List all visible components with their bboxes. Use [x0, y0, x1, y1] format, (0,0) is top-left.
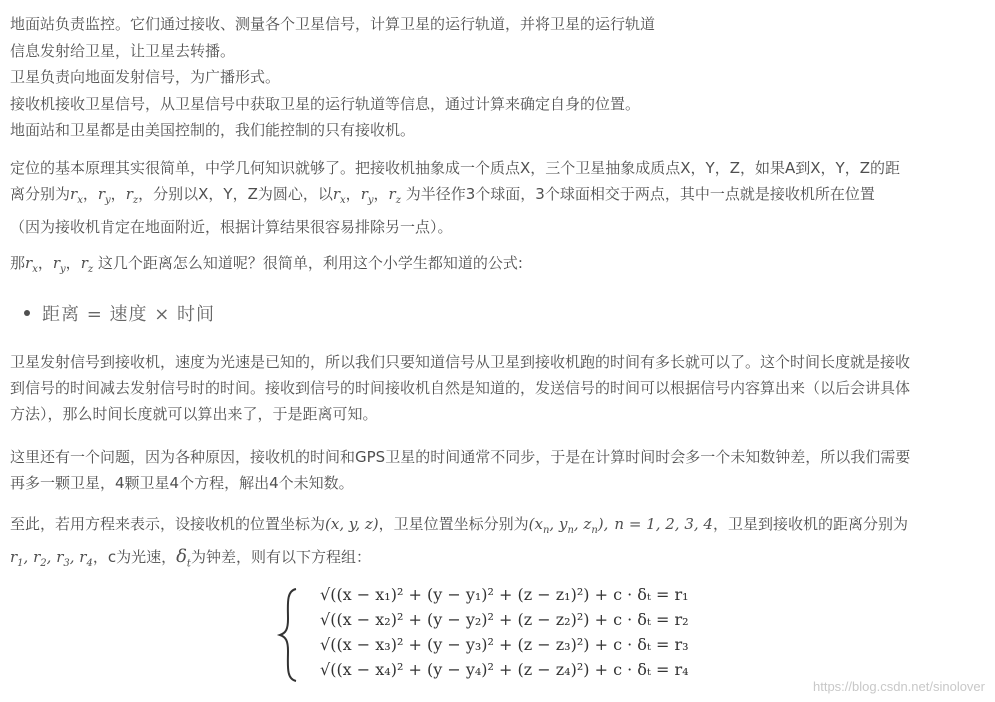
intro-line: 信息发射给卫星，让卫星去转播。: [10, 41, 236, 60]
math-rx: $r_x$: [70, 185, 83, 206]
math-ry: $r_y$: [360, 185, 374, 206]
paragraph-line: 再多一颗卫星，4颗卫星4个方程，解出4个未知数。: [10, 474, 354, 492]
math-rx: $r_x$: [25, 254, 38, 275]
equation-2: √((x − x₂)² + (y − y₂)² + (z − z₂)²) + c · δₜ = r₂: [320, 610, 689, 629]
text-fragment: ，分别以X，Y，Z为圆心，以: [138, 185, 333, 203]
math-n-range: n = 1, 2, 3, 4: [614, 515, 713, 533]
separator: ，: [373, 185, 389, 203]
paragraph-line: 卫星发射信号到接收机，速度为光速是已知的，所以我们只要知道信号从卫星到接收机跑的时间有多长就可以了。这个时间长度就是接收: [10, 353, 911, 371]
text-fragment: 为钟差，则有以下方程组：: [190, 548, 371, 566]
intro-line: 地面站和卫星都是由美国控制的，我们能控制的只有接收机。: [10, 121, 416, 140]
principle-line-2: [10, 181, 978, 214]
math-ry: $r_y$: [52, 254, 66, 275]
math-rx: $r_x$: [332, 185, 346, 206]
text-fragment: 离分别为: [10, 185, 71, 203]
intro-block: [10, 11, 655, 144]
paragraph-line: 这里还有一个问题，因为各种原因，接收机的时间和GPS卫星的时间通常不同步，于是在计算时间时会多一个未知数钟差，所以我们需要: [10, 448, 911, 466]
math-satellite-position: ($x_n$, $y_n$, $z_n$),: [528, 515, 609, 536]
distance-question: [10, 250, 978, 283]
principle-paragraph: [10, 155, 978, 240]
paragraph-line: [10, 511, 978, 544]
text-fragment: ，卫星位置坐标分别为: [378, 515, 529, 533]
clock-offset-paragraph: [10, 444, 978, 496]
principle-line-1: 定位的基本原理其实很简单，中学几何知识就够了。把接收机抽象成一个质点X，三个卫星抽象成质点X，Y，Z，如果A到X，Y，Z的距: [10, 159, 900, 177]
equation-system: [276, 585, 706, 685]
text-fragment: ，卫星到接收机的距离分别为: [712, 515, 908, 533]
text-fragment: 至此，若用方程来表示，设接收机的位置坐标为: [10, 515, 326, 533]
equation-1: √((x − x₁)² + (y − y₁)² + (z − z₁)²) + c · δₜ = r₁: [320, 585, 689, 604]
equation-4: √((x − x₄)² + (y − y₄)² + (z − z₄)²) + c · δₜ = r₄: [320, 660, 689, 679]
paragraph-line: [10, 544, 978, 578]
equation-3: √((x − x₃)² + (y − y₃)² + (z − z₃)²) + c · δₜ = r₃: [320, 635, 689, 654]
separator: ，: [110, 185, 126, 203]
math-rz: $r_z$: [80, 254, 94, 275]
text-fragment: ，c为光速，: [92, 548, 177, 566]
signal-time-paragraph: [10, 349, 978, 427]
formula-bullet: [24, 300, 215, 326]
math-receiver-position: (x, y, z): [325, 515, 379, 533]
left-brace: [276, 585, 306, 685]
intro-line: 地面站负责监控。它们通过接收、测量各个卫星信号，计算卫星的运行轨道，并将卫星的运行轨道: [10, 15, 656, 33]
text-fragment: 这几个距离怎么知道呢？很简单，利用这个小学生都知道的公式:: [93, 254, 523, 272]
text-fragment: 那: [10, 254, 26, 272]
math-ry: $r_y$: [97, 185, 111, 206]
text-fragment: 为半径作3个球面，3个球面相交于两点，其中一点就是接收机所在位置: [400, 185, 875, 203]
principle-line-3: （因为接收机肯定在地面附近，根据计算结果很容易排除另一点）。: [10, 218, 453, 236]
math-rz: $r_z$: [125, 185, 139, 206]
watermark: https://blog.csdn.net/sinolover: [813, 679, 985, 694]
paragraph-line: 到信号的时间减去发射信号时的时间。接收到信号的时间接收机自然是知道的，发送信号的时间可以根据信号内容算出来（以后会讲具体: [10, 379, 911, 397]
math-r-list: $r_1$, $r_2$, $r_3$, $r_4$: [10, 548, 93, 569]
equation-intro-paragraph: [10, 511, 978, 578]
separator: ，: [37, 254, 53, 272]
bullet-dot: [24, 310, 30, 316]
math-rz: $r_z$: [388, 185, 401, 206]
intro-line: 接收机接收卫星信号，从卫星信号中获取卫星的运行轨道等信息，通过计算来确定自身的位置。: [10, 94, 641, 113]
distance-formula: 距离 = 速度 × 时间: [42, 304, 216, 325]
separator: ，: [65, 254, 81, 272]
question-line: [10, 250, 978, 283]
intro-line: 卫星负责向地面发射信号，为广播形式。: [10, 68, 281, 87]
paragraph-line: 方法），那么时间长度就可以算出来了，于是距离可知。: [10, 405, 378, 423]
separator: ，: [345, 185, 361, 203]
math-delta-t: $\delta_t$: [176, 546, 191, 570]
separator: ，: [82, 185, 98, 203]
